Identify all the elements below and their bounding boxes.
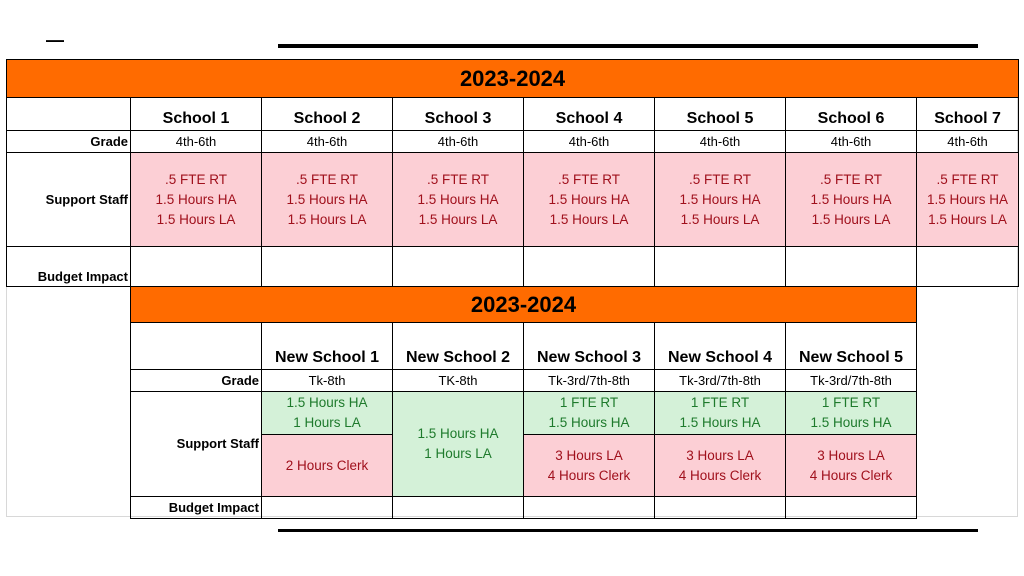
bottom-grade-cell: Tk-8th [262, 370, 393, 392]
top-budget-cell [393, 247, 524, 287]
bottom-title-cell [131, 287, 917, 323]
top-grade-cell: 4th-6th [524, 131, 655, 153]
top-col-header: School 6 [786, 98, 917, 131]
top-budget-label: Budget Impact [7, 247, 131, 287]
top-col-header: School 4 [524, 98, 655, 131]
bottom-col-header: New School 4 [655, 323, 786, 370]
top-support-label: Support Staff [7, 153, 131, 247]
staff-line: 4 Hours Clerk [547, 467, 631, 483]
top-col-header: School 2 [262, 98, 393, 131]
ns1-green-cell [262, 392, 393, 435]
staff-line: 1.5 Hours HA [927, 191, 1009, 207]
top-support-cell [393, 153, 524, 247]
top-grade-cell: 4th-6th [393, 131, 524, 153]
staff-line: 1.5 Hours LA [680, 211, 760, 227]
ns5-green-cell [786, 392, 917, 435]
staff-line: 4 Hours Clerk [678, 467, 762, 483]
top-support-cell [786, 153, 917, 247]
ns1-pink-cell [262, 435, 393, 497]
staff-line: 1 FTE RT [821, 395, 881, 410]
bottom-budget-cell [655, 497, 786, 519]
bottom-col-header: New School 2 [393, 323, 524, 370]
top-left-dash: — [46, 30, 64, 50]
bottom-col-header: New School 3 [524, 323, 655, 370]
staff-line: .5 FTE RT [688, 171, 751, 187]
staff-line: 1.5 Hours HA [810, 191, 892, 207]
staff-line: .5 FTE RT [936, 171, 999, 187]
bottom-budget-cell [786, 497, 917, 519]
bottom-support-label: Support Staff [131, 392, 262, 497]
staff-line: 2 Hours Clerk [285, 457, 369, 473]
staff-line: 1.5 Hours LA [418, 211, 498, 227]
staff-line: 1 FTE RT [559, 395, 619, 410]
top-budget-cell [262, 247, 393, 287]
bottom-col-header: New School 1 [262, 323, 393, 370]
bottom-col-header: New School 5 [786, 323, 917, 370]
bottom-grade-cell: Tk-3rd/7th-8th [655, 370, 786, 392]
top-rule [278, 44, 978, 48]
bottom-rule [278, 529, 978, 532]
staff-line: 1.5 Hours LA [811, 211, 891, 227]
ns4-pink-cell [655, 435, 786, 497]
bottom-title: 2023-2024 [470, 291, 577, 317]
staff-line: 1.5 Hours HA [679, 415, 761, 430]
top-grade-cell: 4th-6th [262, 131, 393, 153]
top-grade-label: Grade [7, 131, 131, 153]
ns3-pink-cell [524, 435, 655, 497]
staff-line: 1.5 Hours HA [417, 191, 499, 207]
staff-line: 3 Hours LA [686, 447, 754, 463]
top-grade-cell: 4th-6th [917, 131, 1019, 153]
top-support-cell [655, 153, 786, 247]
top-col-header: School 3 [393, 98, 524, 131]
bottom-corner-cell [131, 323, 262, 370]
ns4-green-cell [655, 392, 786, 435]
staff-line: 1.5 Hours HA [417, 426, 499, 441]
staff-line: 1.5 Hours LA [156, 211, 236, 227]
bottom-budget-label: Budget Impact [131, 497, 262, 519]
bottom-grade-cell: Tk-3rd/7th-8th [786, 370, 917, 392]
top-budget-cell [786, 247, 917, 287]
staff-line: .5 FTE RT [164, 171, 227, 187]
staff-line: 1.5 Hours HA [286, 191, 368, 207]
top-budget-cell [524, 247, 655, 287]
staff-line: 1.5 Hours LA [287, 211, 367, 227]
top-support-cell [524, 153, 655, 247]
top-table [6, 59, 1019, 287]
top-title: 2023-2024 [459, 65, 566, 91]
staff-line: 1.5 Hours HA [155, 191, 237, 207]
top-support-cell [131, 153, 262, 247]
staff-line: 1.5 Hours HA [286, 395, 368, 410]
staff-line: 1.5 Hours HA [810, 415, 892, 430]
top-corner-cell [7, 98, 131, 131]
bottom-grade-label: Grade [131, 370, 262, 392]
top-col-header: School 7 [917, 98, 1019, 131]
top-grade-cell: 4th-6th [786, 131, 917, 153]
staff-line: 4 Hours Clerk [809, 467, 893, 483]
staff-line: .5 FTE RT [295, 171, 358, 187]
staff-line: 1 FTE RT [690, 395, 750, 410]
staff-line: 3 Hours LA [555, 447, 623, 463]
bottom-budget-cell [524, 497, 655, 519]
staff-line: .5 FTE RT [426, 171, 489, 187]
bottom-grade-cell: Tk-3rd/7th-8th [524, 370, 655, 392]
bottom-budget-cell [262, 497, 393, 519]
staff-line: 1 Hours LA [424, 446, 492, 461]
bottom-budget-cell [393, 497, 524, 519]
bottom-grade-cell: TK-8th [393, 370, 524, 392]
top-support-cell [262, 153, 393, 247]
top-grade-cell: 4th-6th [131, 131, 262, 153]
ns5-pink-cell [786, 435, 917, 497]
top-col-header: School 5 [655, 98, 786, 131]
ns2-green-cell [393, 392, 524, 497]
bottom-table [130, 286, 917, 519]
staff-line: .5 FTE RT [557, 171, 620, 187]
top-budget-cell [655, 247, 786, 287]
staff-line: 1 Hours LA [293, 415, 361, 430]
staff-line: 1.5 Hours LA [928, 211, 1007, 227]
top-support-cell [917, 153, 1019, 247]
staff-line: 1.5 Hours HA [679, 191, 761, 207]
staff-line: .5 FTE RT [819, 171, 882, 187]
top-budget-cell [917, 247, 1019, 287]
top-budget-cell [131, 247, 262, 287]
staff-line: 3 Hours LA [817, 447, 885, 463]
staff-line: 1.5 Hours HA [548, 415, 630, 430]
staff-line: 1.5 Hours LA [549, 211, 629, 227]
top-col-header: School 1 [131, 98, 262, 131]
top-title-cell [7, 60, 1019, 98]
ns3-green-cell [524, 392, 655, 435]
staff-line: 1.5 Hours HA [548, 191, 630, 207]
top-grade-cell: 4th-6th [655, 131, 786, 153]
